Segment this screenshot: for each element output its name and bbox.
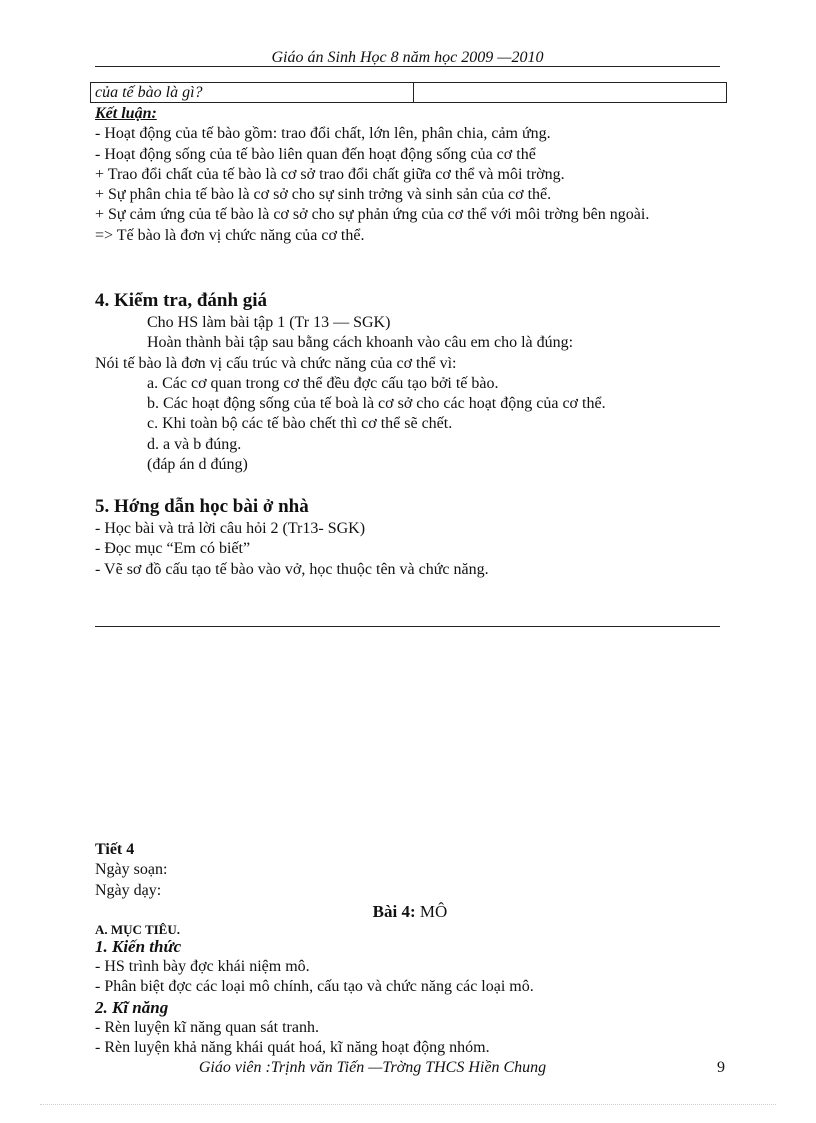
- lesson-title: [95, 901, 725, 923]
- skills-heading: 2. Kĩ năng: [95, 997, 169, 1017]
- table-cell-left: của tế bào là gì?: [91, 83, 414, 102]
- section-assessment-title: 4. Kiểm tra, đánh giá: [95, 290, 268, 311]
- conclusion-line: + Sự cảm ứng của tế bào là cơ sở cho sự phản ứng của cơ thể với môi trờng bên ngoài.: [95, 206, 650, 224]
- prep-date: Ngày soạn:: [95, 861, 168, 879]
- lesson-goals: [95, 922, 725, 1058]
- knowledge-heading: 1. Kiến thức: [95, 937, 182, 956]
- conclusion-title: Kết luận:: [95, 105, 157, 122]
- footer-text: Giáo viên :Trịnh văn Tiến —Trờng THCS Hiền Chung: [198, 1059, 547, 1076]
- section-assessment: [95, 289, 725, 475]
- teach-date: Ngày dạy:: [95, 881, 162, 899]
- section-homework-title: 5. Hớng dẫn học bài ở nhà: [95, 496, 309, 517]
- homework-line: - Đọc mục “Em có biết”: [95, 540, 251, 558]
- page-number: 9: [717, 1059, 725, 1076]
- lesson-title-number: Bài 4:: [372, 902, 416, 921]
- conclusion-block: [95, 104, 725, 246]
- skills-line: - Rèn luyện khả năng khái quát hoá, kĩ năng hoạt động nhóm.: [95, 1038, 490, 1056]
- conclusion-line: => Tế bào là đơn vị chức năng của cơ thể.: [95, 226, 365, 244]
- conclusion-line: + Sự phân chia tế bào là cơ sở cho sự sinh trởng và sinh sản của cơ thể.: [95, 186, 552, 204]
- homework-line: - Vẽ sơ đồ cấu tạo tế bào vào vở, học thuộc tên và chức năng.: [95, 560, 489, 578]
- answer-option: a. Các cơ quan trong cơ thể đều đợc cấu tạo bởi tế bào.: [147, 374, 499, 392]
- homework-line: - Học bài và trả lời câu hỏi 2 (Tr13- SGK): [95, 520, 366, 537]
- answer-option: b. Các hoạt động sống của tế boà là cơ sở cho các hoạt động của cơ thể.: [147, 395, 606, 413]
- assessment-question: Nói tế bào là đơn vị cấu trúc và chức năng của cơ thể vì:: [95, 354, 457, 372]
- assessment-instruction: Cho HS làm bài tập 1 (Tr 13 — SGK): [147, 314, 391, 331]
- header-divider: [95, 66, 720, 67]
- answer-option: c. Khi toàn bộ các tế bào chết thì cơ thể sẽ chết.: [147, 415, 453, 433]
- skills-line: - Rèn luyện kĩ năng quan sát tranh.: [95, 1018, 319, 1036]
- table-row: [90, 82, 727, 103]
- conclusion-line: - Hoạt động sống của tế bào liên quan đến hoạt động sống của cơ thể: [95, 145, 536, 163]
- answer-key: (đáp án d đúng): [147, 456, 248, 474]
- page-bottom-border: [40, 1104, 776, 1105]
- page-header: Giáo án Sinh Học 8 năm học 2009 —2010: [271, 49, 544, 66]
- section-homework: [95, 495, 725, 580]
- lesson-title-name: MÔ: [415, 902, 448, 921]
- conclusion-line: - Hoạt động của tế bào gồm: trao đổi chất, lớn lên, phân chia, cảm ứng.: [95, 125, 551, 143]
- lesson-period: Tiết 4: [95, 841, 135, 858]
- conclusion-line: + Trao đổi chất của tế bào là cơ sở trao đổi chất giữa cơ thể và môi trờng.: [95, 165, 565, 183]
- goals-heading: A. MỤC TIÊU.: [95, 922, 180, 937]
- table-cell-right: [414, 83, 726, 102]
- knowledge-line: - Phân biệt đợc các loại mô chính, cấu tạo và chức năng các loại mô.: [95, 978, 534, 996]
- assessment-instruction: Hoàn thành bài tập sau bằng cách khoanh vào câu em cho là đúng:: [147, 334, 574, 352]
- knowledge-line: - HS trình bày đợc khái niệm mô.: [95, 958, 310, 975]
- section-divider: [95, 626, 720, 627]
- answer-option: d. a và b đúng.: [147, 435, 242, 453]
- lesson-meta: [95, 840, 725, 901]
